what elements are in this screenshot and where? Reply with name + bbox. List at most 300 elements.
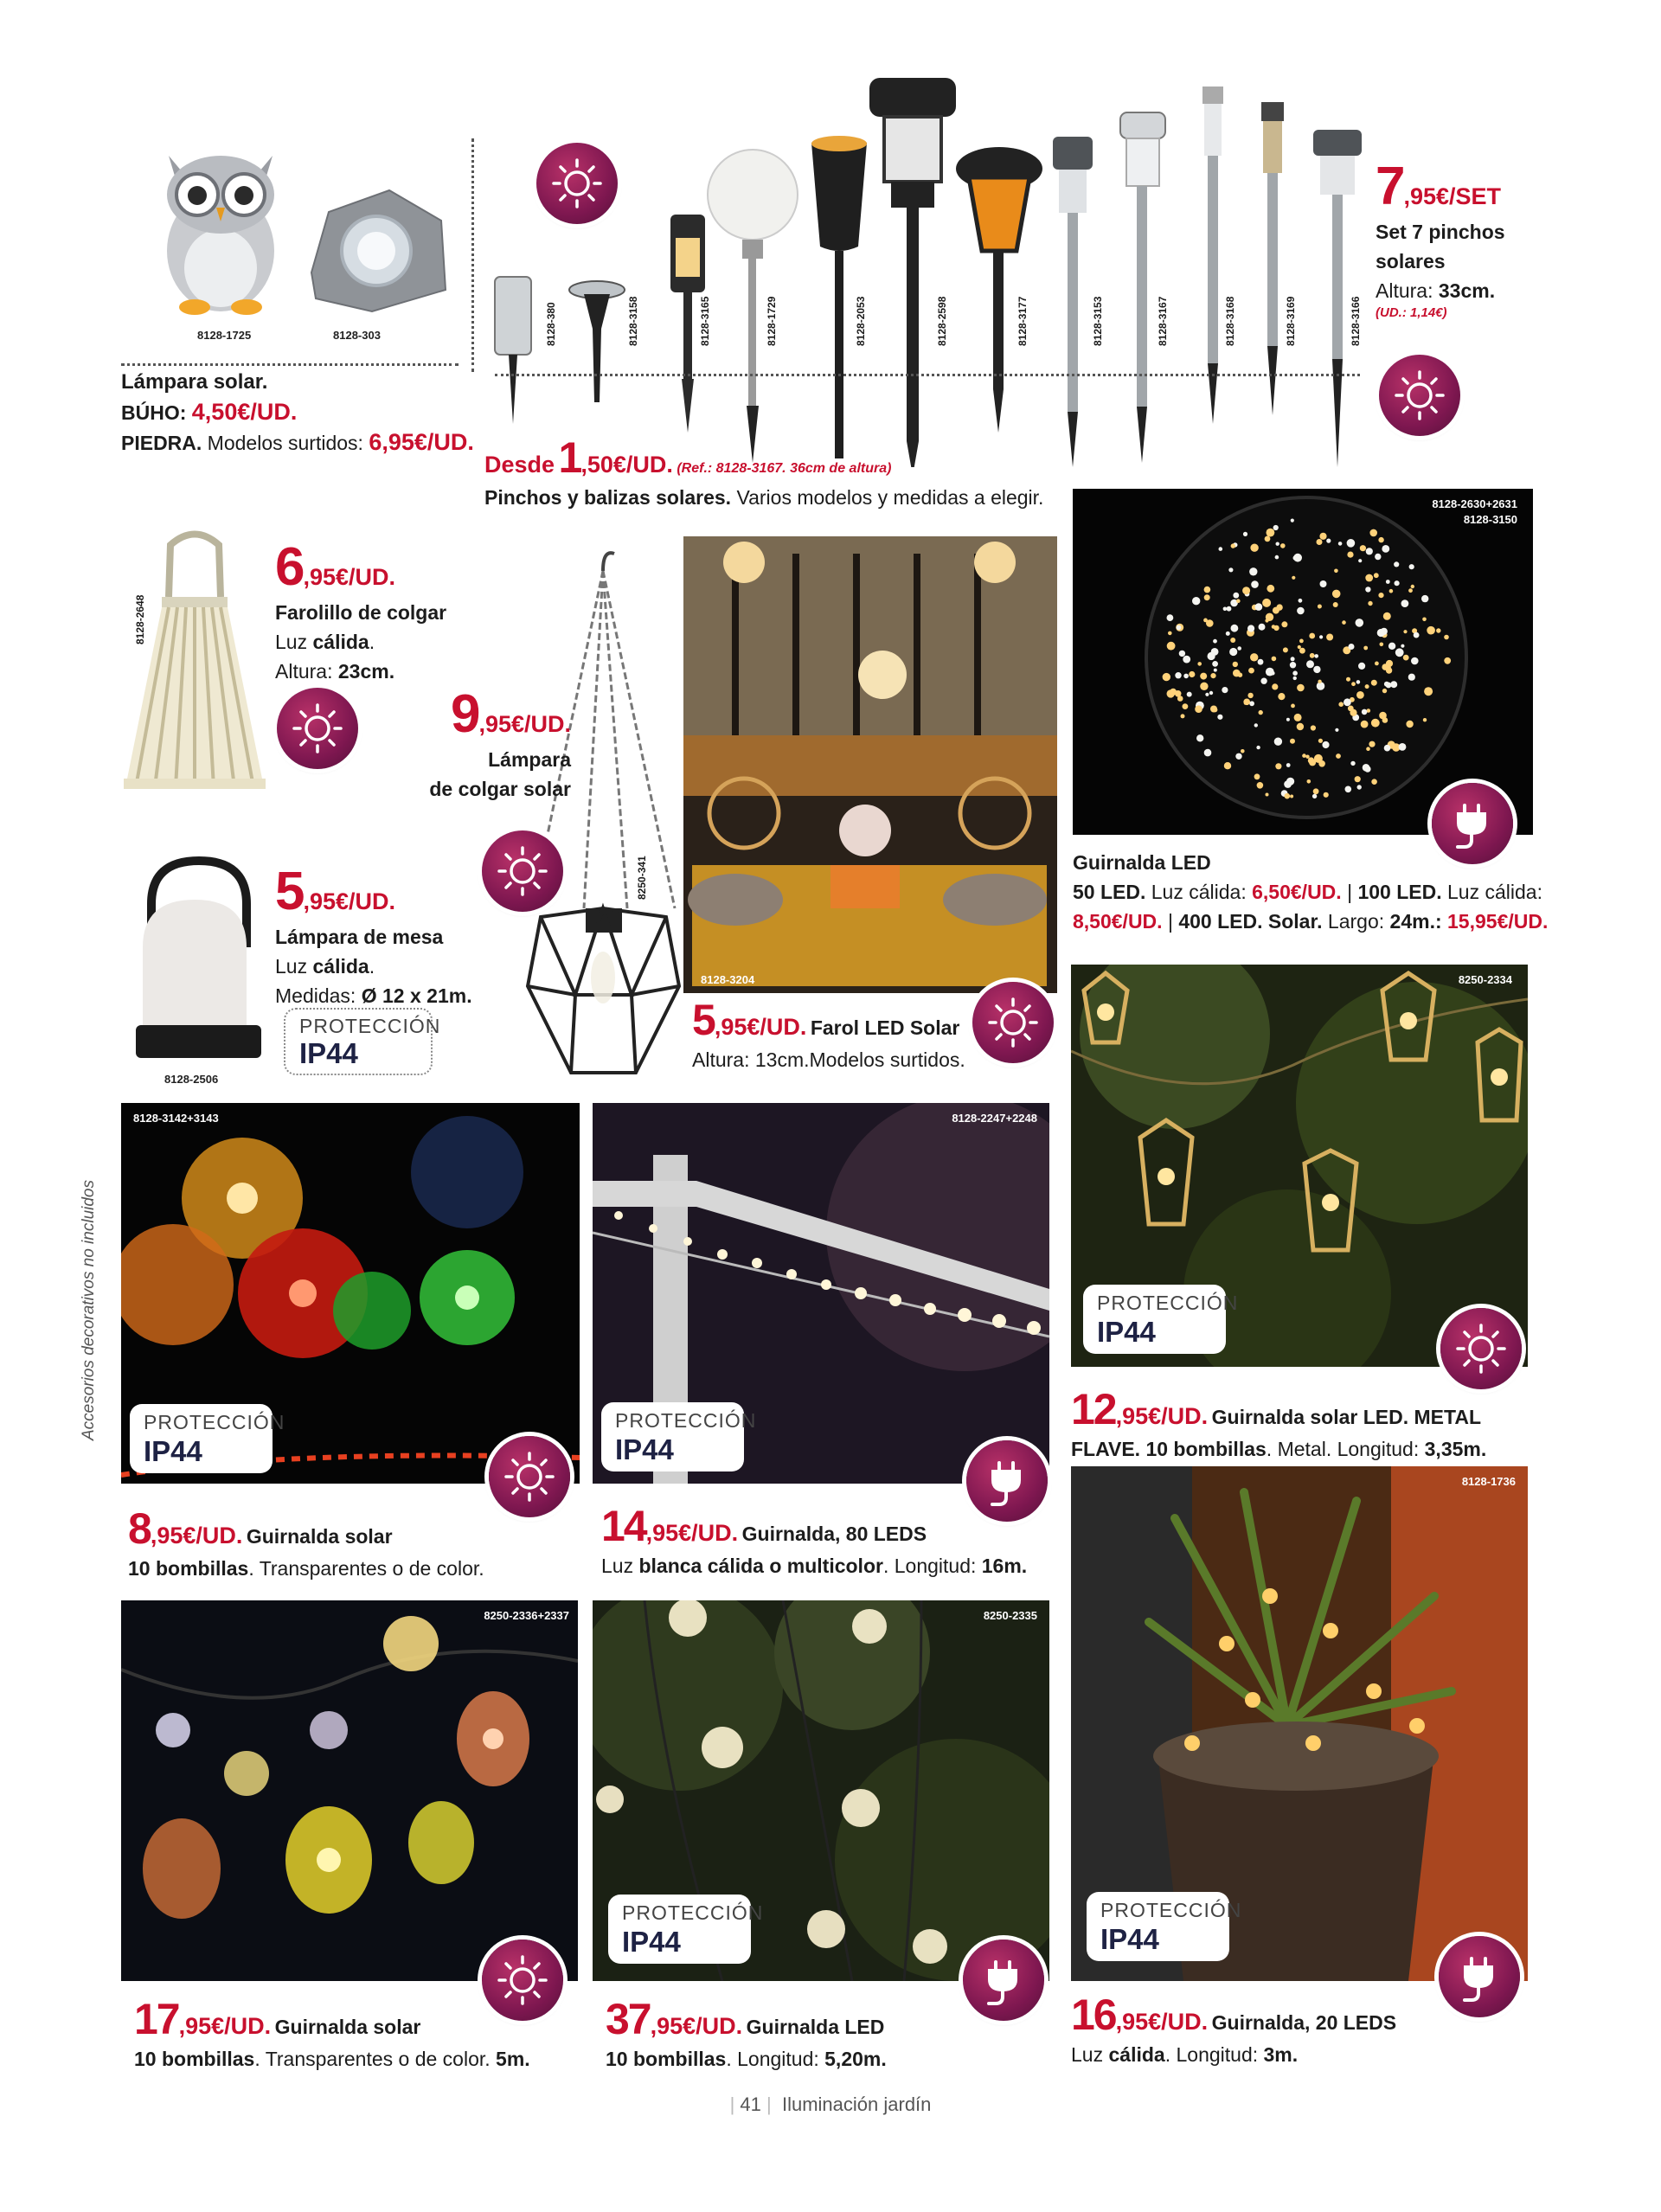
led-dot	[1314, 754, 1323, 763]
led-dot	[1272, 683, 1278, 689]
sun-icon	[277, 688, 358, 769]
led-dot	[1255, 603, 1263, 611]
led-dot	[1344, 698, 1351, 706]
led-dot	[1422, 618, 1427, 622]
footer: | 41 | Iluminación jardín	[729, 2093, 932, 2115]
led-dot	[1319, 533, 1326, 540]
led-dot	[1444, 635, 1449, 640]
g16-price: ,95€/UD.	[1115, 2009, 1209, 2035]
led-dot	[1267, 529, 1275, 537]
sun-badge	[277, 688, 358, 769]
led-dot	[1292, 670, 1298, 676]
g37-price: ,95€/UD.	[650, 2013, 743, 2039]
led-dot	[1210, 673, 1215, 678]
mesa-block: 5,95€/UD. Lámpara de mesa Luz cálida. Medidas: Ø 12 x 21m.	[275, 862, 472, 1007]
led-dot	[1366, 747, 1370, 751]
led-dot	[1297, 684, 1305, 692]
led-dot	[1231, 543, 1235, 548]
led-dot	[1350, 709, 1356, 716]
stone-lamp-image	[303, 186, 450, 316]
ref-stake-5: 8128-2053	[855, 296, 867, 346]
led-dot	[1213, 708, 1217, 712]
led-dot	[1249, 701, 1254, 706]
led-dot	[1403, 655, 1409, 661]
flave-photo	[1071, 965, 1528, 1367]
led-dot	[1181, 714, 1185, 718]
led-dot	[1283, 647, 1288, 652]
led-dot	[1265, 619, 1268, 622]
ref-g8: 8128-3142+3143	[133, 1112, 219, 1125]
led-dot	[1189, 671, 1195, 677]
ref-g37: 8250-2335	[983, 1609, 1037, 1622]
sun-icon	[482, 830, 563, 912]
led-dot	[1384, 745, 1391, 752]
g14-photo	[593, 1103, 1049, 1484]
guirnalda-led-block: Guirnalda LED 50 LED. Luz cálida: 6,50€/UD. | 100 LED. Luz cálida: 8,50€/UD. | 400 LED. Solar. Largo: 24m.: 15,95€/UD.	[1073, 851, 1549, 933]
led-dot	[1241, 749, 1245, 753]
led-dot	[1311, 725, 1316, 730]
led-dot	[1177, 696, 1183, 702]
g37-photo	[593, 1600, 1049, 1981]
led-dot	[1284, 780, 1292, 788]
led-dot	[1387, 665, 1391, 670]
led-dot	[1266, 793, 1269, 797]
led-dot	[1360, 545, 1366, 551]
led-dot	[1222, 687, 1228, 693]
led-dot	[1212, 661, 1218, 667]
ref-stake-11: 8128-3169	[1285, 296, 1297, 346]
led-dot	[1375, 554, 1381, 560]
ref-owl: 8128-1725	[197, 329, 252, 342]
led-dot	[1318, 739, 1323, 743]
led-dot	[1267, 585, 1274, 593]
led-dot	[1250, 653, 1258, 661]
led-dot	[1371, 779, 1377, 785]
led-dot	[1411, 657, 1419, 665]
led-dot	[1247, 625, 1254, 632]
led-dot	[1265, 536, 1271, 542]
led-dot	[1223, 607, 1228, 612]
solar-stakes-image	[484, 69, 1367, 467]
led-dot	[1421, 595, 1428, 602]
led-dot	[1380, 643, 1384, 647]
led-dot	[1333, 602, 1338, 607]
side-note: Accesorios decorativos no incluidos	[80, 1180, 98, 1440]
ref-stake-2: 8128-3158	[627, 296, 639, 346]
led-dot	[1351, 682, 1356, 686]
ref-mesa: 8128-2506	[164, 1073, 219, 1086]
sun-badge	[1440, 1308, 1522, 1389]
led-dot	[1217, 715, 1222, 720]
led-dot	[1297, 723, 1304, 730]
led-dot	[1319, 635, 1323, 638]
ip44-badge: PROTECCIÓN IP44	[1083, 1285, 1226, 1354]
led-dot	[1297, 607, 1305, 615]
led-dot	[1358, 559, 1362, 562]
g14-block: 14,95€/UD. Guirnalda, 80 LEDS Luz blanca cálida o multicolor. Longitud: 16m.	[601, 1502, 1028, 1577]
led-dot	[1233, 593, 1239, 599]
led-dot	[1444, 657, 1451, 664]
led-dot	[1285, 793, 1291, 799]
led-dot	[1345, 786, 1352, 793]
led-dot	[1183, 674, 1189, 679]
led-dot	[1299, 639, 1304, 644]
led-dot	[1236, 599, 1241, 603]
led-dot	[1411, 585, 1414, 588]
led-dot	[1394, 561, 1399, 567]
led-dot	[1248, 668, 1254, 674]
g17-price: ,95€/UD.	[178, 2013, 272, 2039]
led-dot	[1381, 628, 1388, 635]
ref-g14: 8128-2247+2248	[952, 1112, 1037, 1125]
g17-block: 17,95€/UD. Guirnalda solar 10 bombillas. Transparentes o de color. 5m.	[134, 1995, 530, 2070]
led-dot	[1378, 537, 1383, 542]
led-dot	[1247, 693, 1253, 698]
led-dot	[1291, 519, 1294, 523]
ref-stake-10: 8128-3168	[1224, 296, 1236, 346]
led-dot	[1375, 662, 1379, 666]
g16-block: 16,95€/UD. Guirnalda, 20 LEDS Luz cálida. Longitud: 3m.	[1071, 1991, 1397, 2066]
led-dot	[1409, 564, 1414, 569]
led-dot	[1227, 606, 1232, 612]
led-dot	[1355, 776, 1361, 782]
led-dot	[1313, 666, 1320, 673]
divider	[495, 374, 1360, 376]
led-dot	[1273, 525, 1279, 530]
ref-stake-7: 8128-3177	[1016, 296, 1029, 346]
led-dot	[1233, 662, 1238, 667]
led-dot	[1318, 680, 1321, 683]
farol-price: ,95€/UD.	[714, 1014, 807, 1040]
led-dot	[1350, 761, 1355, 766]
led-dot	[1200, 683, 1208, 690]
led-dot	[1357, 785, 1362, 789]
led-dot	[1219, 547, 1223, 551]
led-dot	[1179, 651, 1185, 657]
led-dot	[1366, 548, 1373, 555]
led-dot	[1361, 721, 1369, 728]
led-dot	[1183, 703, 1189, 709]
ref-guirnalda-led-1: 8128-2630+2631	[1432, 497, 1517, 510]
pinchos-block: Desde 1,50€/UD. (Ref.: 8128-3167. 36cm de altura) Pinchos y balizas solares. Varios modelos y medidas a elegir.	[484, 433, 1044, 509]
led-dot	[1290, 795, 1293, 798]
led-dot	[1382, 689, 1387, 693]
led-dot	[1276, 542, 1279, 546]
farol-photo	[683, 536, 1057, 993]
flave-block: 12,95€/UD. Guirnalda solar LED. METAL FLAVE. 10 bombillas. Metal. Longitud: 3,35m.	[1071, 1385, 1487, 1460]
led-dot	[1342, 620, 1346, 625]
buho-price: 4,50€/UD.	[191, 399, 298, 425]
led-dot	[1378, 593, 1383, 598]
led-dot	[1273, 607, 1279, 614]
led-dot	[1356, 680, 1361, 684]
led-dot	[1302, 753, 1306, 758]
led-dot	[1356, 691, 1364, 699]
led-dot	[1365, 574, 1373, 582]
piedra-line: PIEDRA. Modelos surtidos: 6,95€/UD.	[121, 429, 474, 455]
led-dot	[1275, 763, 1281, 769]
led-dot	[1365, 684, 1369, 689]
led-dot	[1347, 552, 1353, 558]
led-dot	[1271, 671, 1275, 676]
led-dot	[1403, 630, 1407, 633]
led-dot	[1338, 542, 1343, 546]
led-dot	[1322, 741, 1329, 748]
led-dot	[1347, 539, 1356, 548]
led-dot	[1318, 605, 1322, 609]
g37-block: 37,95€/UD. Guirnalda LED 10 bombillas. Longitud: 5,20m.	[606, 1995, 887, 2070]
lampara-solar-block	[121, 368, 474, 458]
farolillo-price: ,95€/UD.	[303, 564, 396, 590]
led-dot	[1254, 723, 1258, 727]
flave-price: ,95€/UD.	[1115, 1403, 1209, 1429]
led-dot	[1334, 569, 1338, 574]
led-dot	[1365, 587, 1370, 592]
led-dot	[1183, 656, 1190, 664]
led-dot	[1371, 719, 1380, 728]
ref-stake-12: 8128-3166	[1350, 296, 1362, 346]
led-dot	[1371, 680, 1377, 686]
led-dot	[1427, 626, 1435, 635]
led-dot	[1167, 614, 1174, 621]
led-dot	[1388, 643, 1395, 650]
led-dot	[1258, 659, 1264, 665]
led-dot	[1214, 669, 1217, 672]
led-dot	[1278, 693, 1285, 700]
led-dot	[1291, 657, 1295, 661]
led-dot	[1383, 612, 1391, 620]
ref-stake-9: 8128-3167	[1157, 296, 1169, 346]
sun-icon	[1379, 355, 1460, 436]
led-dot	[1305, 755, 1309, 759]
led-dot	[1291, 704, 1295, 708]
led-dot	[1408, 588, 1413, 593]
led-dot	[1299, 648, 1305, 654]
ip44-badge: PROTECCIÓN IP44	[601, 1402, 744, 1471]
led-dot	[1206, 619, 1214, 627]
led-dot	[1228, 567, 1233, 572]
led-dot	[1349, 644, 1355, 650]
led-dot	[1292, 576, 1295, 580]
ref-g17: 8250-2336+2337	[484, 1609, 569, 1622]
led-dot	[1320, 580, 1327, 587]
led-dot	[1374, 573, 1379, 578]
hanging-lamp-image	[523, 545, 683, 1081]
led-dot	[1332, 590, 1341, 599]
sun-badge	[1379, 355, 1460, 436]
guirnalda-led-price-50: 6,50€/UD.	[1252, 881, 1342, 903]
farolillo-image	[117, 528, 273, 805]
ref-farol: 8128-3204	[701, 973, 755, 986]
mesa-price: ,95€/UD.	[303, 888, 396, 914]
led-dot	[1356, 619, 1364, 627]
piedra-price: 6,95€/UD.	[369, 429, 474, 455]
led-dot	[1250, 544, 1258, 552]
ref-guirnalda-led-2: 8128-3150	[1463, 513, 1517, 526]
led-dot	[1256, 746, 1260, 749]
led-dot	[1187, 692, 1192, 697]
guirnalda-led-price-400: 15,95€/UD.	[1447, 910, 1549, 933]
ref-stake-4: 8128-1729	[766, 296, 778, 346]
led-dot	[1235, 753, 1241, 760]
led-dot	[1213, 639, 1217, 644]
led-dot	[1390, 681, 1397, 688]
led-dot	[1363, 764, 1370, 772]
ref-g16: 8128-1736	[1461, 1475, 1516, 1488]
led-dot	[1414, 632, 1420, 638]
led-dot	[1306, 660, 1314, 668]
led-dot	[1209, 691, 1213, 695]
led-dot	[1389, 589, 1394, 593]
led-dot	[1200, 673, 1207, 680]
led-dot	[1363, 646, 1368, 651]
guirnalda-led-price-100: 8,50€/UD.	[1073, 910, 1163, 933]
led-dot	[1226, 632, 1230, 636]
led-dot	[1324, 792, 1329, 798]
led-dot	[1243, 699, 1250, 706]
led-dot	[1298, 645, 1301, 649]
set7-price-int: 7	[1376, 157, 1404, 216]
led-dot	[1346, 677, 1350, 682]
led-dot	[1369, 741, 1375, 747]
led-dot	[1401, 644, 1404, 648]
led-dot	[1307, 779, 1311, 784]
led-dot	[1335, 728, 1338, 732]
page-number: 41	[740, 2093, 761, 2115]
led-dot	[1294, 714, 1302, 721]
ref-stake-6: 8128-2598	[936, 296, 948, 346]
ref-stone: 8128-303	[333, 329, 381, 342]
led-dot	[1309, 633, 1315, 639]
owl-lamp-image	[147, 138, 294, 320]
led-dot	[1167, 642, 1176, 651]
g8-price: ,95€/UD.	[150, 1523, 243, 1548]
led-dot	[1395, 580, 1400, 586]
led-dot	[1229, 648, 1237, 656]
led-dot	[1175, 672, 1181, 678]
led-dot	[1205, 693, 1209, 696]
lampara-solar-title: Lámpara solar.	[121, 370, 268, 394]
led-dot	[1358, 663, 1365, 670]
led-dot	[1384, 682, 1389, 687]
led-dot	[1254, 773, 1260, 779]
led-dot	[1310, 653, 1315, 658]
led-dot	[1290, 662, 1296, 668]
divider-vertical	[471, 138, 474, 372]
led-dot	[1281, 621, 1287, 627]
led-dot	[1299, 599, 1303, 603]
ref-farolillo: 8128-2648	[134, 594, 146, 644]
g16-photo	[1071, 1466, 1528, 1981]
g17-photo	[121, 1600, 578, 1981]
g8-block: 8,95€/UD. Guirnalda solar 10 bombillas. Transparentes o de color.	[128, 1504, 484, 1580]
led-dot	[1326, 539, 1331, 543]
led-dot	[1242, 587, 1250, 594]
led-dot	[1257, 782, 1264, 789]
led-dot	[1260, 678, 1267, 684]
led-dot	[1274, 738, 1282, 746]
led-dot	[1369, 529, 1377, 537]
led-dot	[1170, 689, 1177, 696]
led-dot	[1312, 794, 1317, 798]
led-dot	[1399, 743, 1407, 751]
led-dot	[1313, 788, 1319, 794]
ip44-badge: PROTECCIÓN IP44	[608, 1895, 751, 1964]
set7-block: 7,95€/SET Set 7 pinchos solares Altura: 33cm. (UD.: 1,14€)	[1376, 157, 1505, 320]
led-dot	[1192, 597, 1200, 605]
led-dot	[1163, 673, 1170, 681]
led-dot	[1326, 634, 1333, 641]
led-dot	[1336, 753, 1341, 759]
led-dot	[1237, 646, 1241, 651]
table-lamp-image	[125, 852, 273, 1068]
ref-stake-3: 8128-3165	[699, 296, 711, 346]
led-dot	[1338, 702, 1344, 707]
led-dot	[1293, 676, 1297, 680]
led-dot	[1204, 587, 1211, 593]
led-dot	[1259, 624, 1266, 631]
sun-badge	[482, 830, 563, 912]
divider	[121, 363, 459, 366]
led-dot	[1197, 662, 1202, 666]
ref-colgar: 8250-341	[636, 856, 648, 900]
sun-icon	[1440, 1308, 1522, 1389]
led-dot	[1280, 543, 1286, 548]
led-dot	[1204, 594, 1210, 600]
led-dot	[1262, 599, 1271, 607]
farolillo-block: 6,95€/UD. Farolillo de colgar Luz cálida. Altura: 23cm.	[275, 537, 447, 683]
led-dot	[1204, 749, 1212, 757]
led-dot	[1259, 710, 1263, 715]
led-dot	[1275, 555, 1279, 560]
led-dot	[1286, 718, 1290, 721]
led-dot	[1290, 739, 1295, 744]
led-dot	[1272, 657, 1277, 662]
led-dot	[1362, 709, 1368, 715]
led-dot	[1243, 532, 1247, 536]
ref-stake-8: 8128-3153	[1092, 296, 1104, 346]
led-dot	[1249, 567, 1257, 575]
ip44-badge: PROTECCIÓN IP44	[1087, 1892, 1229, 1961]
section-title: Iluminación jardín	[781, 2093, 932, 2115]
led-dot	[1424, 687, 1433, 696]
buho-line: BÚHO: 4,50€/UD.	[121, 399, 298, 425]
led-dot	[1196, 734, 1203, 741]
led-dot	[1368, 601, 1372, 606]
led-dot	[1230, 638, 1235, 643]
led-dot	[1224, 762, 1231, 769]
led-dot	[1168, 632, 1172, 636]
led-dot	[1382, 545, 1389, 553]
led-dot	[1423, 718, 1427, 721]
led-dot	[1286, 763, 1291, 767]
led-dot	[1211, 648, 1219, 656]
ref-stake-1: 8128-380	[545, 302, 557, 346]
led-dot	[1386, 580, 1390, 584]
led-dot	[1395, 648, 1404, 657]
led-dot	[1317, 539, 1323, 545]
ip44-badge: PROTECCIÓN IP44	[130, 1404, 273, 1473]
led-dot	[1408, 674, 1415, 681]
led-dot	[1177, 625, 1182, 631]
led-dot	[1436, 628, 1440, 632]
led-dot	[1406, 721, 1413, 728]
colgar-price: ,95€/UD.	[478, 711, 571, 737]
led-dot	[1401, 599, 1409, 607]
g14-price: ,95€/UD.	[645, 1520, 739, 1546]
pinchos-price: ,50€/UD.	[580, 452, 673, 478]
ip44-badge: PROTECCIÓN IP44	[284, 1008, 433, 1075]
